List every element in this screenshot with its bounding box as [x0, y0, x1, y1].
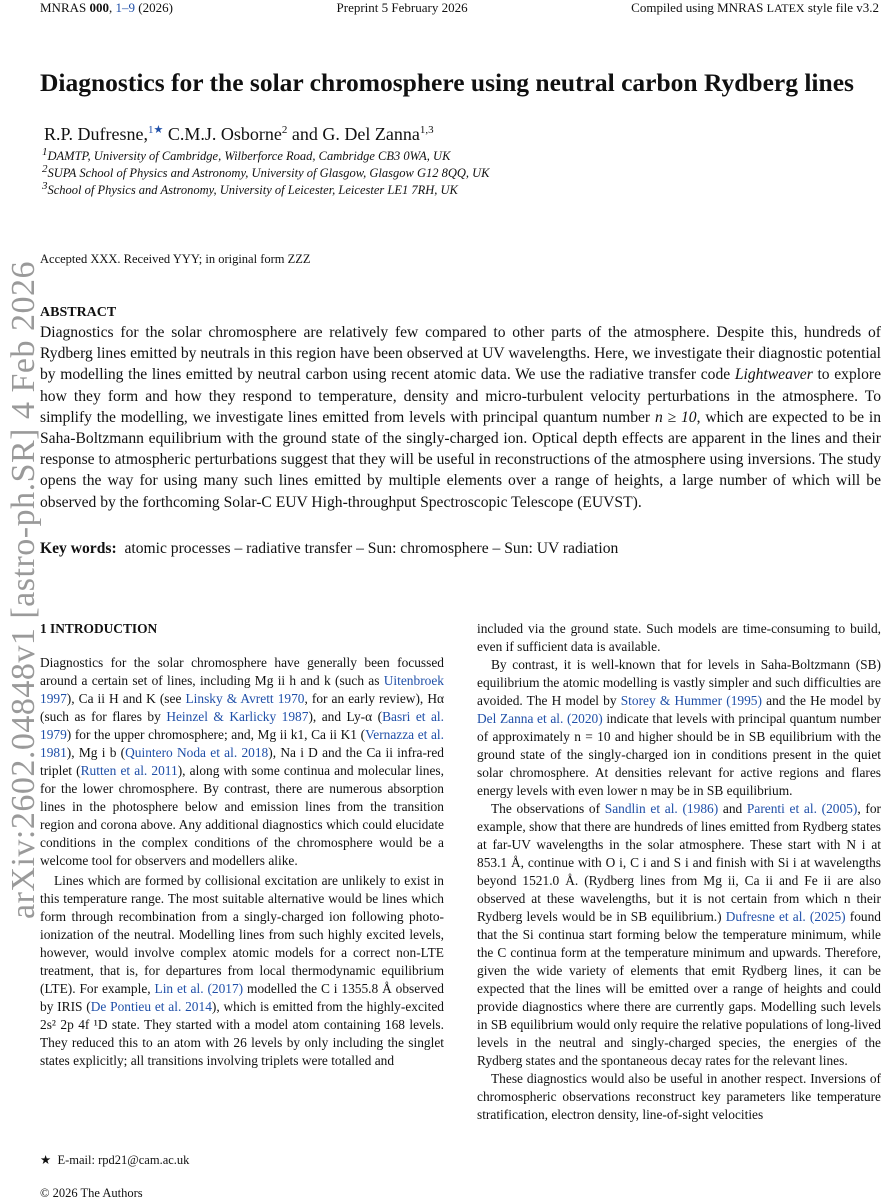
code-name: Lightweaver: [734, 366, 813, 384]
intro-paragraph-1: Diagnostics for the solar chromosphere have generally been focussed around a certain set of lines, including Mg ii h and k (such as Uitenbroek 1997), Ca ii H and K (see Linsky & Avrett 1970, for an early review), Hα (such as for flares by Heinzel & Karlicky 1987), and Ly-α (Basri et al. 1979) for the upper chromosphere; and, Mg ii k1, Ca ii K1 (Vernazza et al. 1981), Mg i b (Quintero Noda et al. 2018), Na i D and the Ca ii infra-red triplet (Rutten et al. 2011), along with some continua and molecular lines, for the lower chromosphere. By contrast, there are numerous absorption lines in the photosphere below and emission lines from the transition region and corona above. Any additional diagnostics which could elucidate conditions in the complex conditions of the chromosphere would be a welcome tool for observers and modellers alike.: [40, 655, 445, 868]
paper-title: Diagnostics for the solar chromosphere using neutral carbon Rydberg lines: [40, 68, 854, 97]
intro-paragraph-4: The observations of Sandlin et al. (1986) and Parenti et al. (2005), for example, show that there are hundreds of lines emitted from Rydberg states at far-UV wavelengths in the solar atmosphere. These start with N i at 853.1 Å, continue with O i, C i and S i and finish with Si i at wavelengths beyond 1521.0 Å. (Rydberg lines from Mg ii, Ca ii and Fe ii are also observed at these wavelengths, but it is not certain from which n their Rydberg levels would be in SB equilibrium.) Dufresne et al. (2025) found that the Si continua start forming below the temperature minimum, while the C continua form at the temperature minimum and upwards. Therefore, given the wide variety of elements that emit Rydberg lines, it can be expected that the lines will be emitted over a range of heights and could provide diagnostics where there are currently gaps. Modelling such levels in SB equilibrium would only require the relative populations of long-lived levels in the neutral and singly-charged species, the energies of the Rydberg states and the spontaneous decay rates for the relevant lines.: [477, 801, 882, 1068]
author-1: R.P. Dufresne,: [44, 124, 148, 144]
right-column: [477, 620, 881, 1124]
running-header: [40, 0, 879, 16]
affiliation-3: $^3$School of Physics and Astronomy, University of Leicester, Leicester LE1 7RH, UK: [42, 179, 458, 197]
keywords: Key words: atomic processes – radiative transfer – Sun: chromosphere – Sun: UV radiation: [40, 540, 619, 557]
footnote-mark: ★: [40, 1153, 52, 1167]
citation-link[interactable]: Lin et al. (2017): [154, 981, 244, 996]
left-column: [40, 620, 444, 1070]
intro-paragraph-2: Lines which are formed by collisional excitation are unlikely to exist in this temperature range. The most suitable alternative would be lines which form through recombination from a singly-charged ion following photo-ionization of the neutral. Modelling lines from such highly excited levels, however, would involve complex atomic models for a correct non-LTE treatment, that is, for departures from local thermodynamic equilibrium (LTE). For example, Lin et al. (2017) modelled the C i 1355.8 Å observed by IRIS (De Pontieu et al. 2014), which is emitted from the highly-excited 2s² 2p 4f ¹D state. They started with a model atom containing 168 levels. They reduced this to an atom with 26 levels by only including the singlet states explicitly; all transitions involving triplets were totalled and: [40, 873, 444, 1068]
citation-link[interactable]: Del Zanna et al. (2020): [477, 711, 603, 726]
author-3: G. Del Zanna: [322, 124, 420, 144]
citation-link[interactable]: Storey & Hummer (1995): [620, 693, 762, 708]
author-email: E-mail: rpd21@cam.ac.uk: [57, 1153, 190, 1167]
author-list: R.P. Dufresne,$^{1★}$ C.M.J. Osborne$^2$ and G. Del Zanna$^{1,3}$: [44, 124, 434, 144]
citation-link[interactable]: Uitenbroek 1997: [40, 673, 444, 706]
citation-link[interactable]: Parenti et al. (2005): [746, 801, 858, 816]
abstract-heading: ABSTRACT: [40, 305, 117, 320]
affiliation-1: $^1$DAMTP, University of Cambridge, Wilberforce Road, Cambridge CB3 0WA, UK: [42, 145, 451, 163]
copyright: © 2026 The Authors: [40, 1186, 143, 1200]
intro-paragraph-3: By contrast, it is well-known that for levels in Saha-Boltzmann (SB) equilibrium the atomic modelling is vastly simpler and such difficulties are avoided. The H model by Storey & Hummer (1995) and the He model by Del Zanna et al. (2020) indicate that levels with principal quantum number of approximately n = 10 and higher should be in SB equilibrium with the ground state of the singly-charged ion in conditions present in the quiet solar chromosphere. At densities relevant for active regions and flares energy levels with even lower n may be in SB equilibrium.: [477, 657, 882, 798]
preprint-date: Preprint 5 February 2026: [336, 0, 468, 15]
citation-link[interactable]: Dufresne et al. (2025): [725, 909, 846, 924]
intro-paragraph-2-cont: included via the ground state. Such models are time-consuming to build, even if sufficient data is available.: [477, 621, 881, 654]
abstract-body: Diagnostics for the solar chromosphere are relatively few compared to other parts of the atmosphere. Despite this, hundreds of Rydberg lines emitted by neutrals in this region have been observed at UV wavelengths. Here, we investigate their diagnostic potential by modelling the lines emitted by neutral carbon using recent atomic data. We use the radiative transfer code Lightweaver to explore how they form and how they respond to temperature, density and micro-turbulent velocity perturbations in the atmosphere. To simplify the modelling, we investigate lines emitted from levels with principal quantum number n ≥ 10, which are expected to be in Saha-Boltzmann equilibrium with the ground state of the singly-charged ion. Optical depth effects are apparent in the lines and their response to atmospheric perturbations suggest that they will be useful in reconstructions of the atmosphere using inversions. The study opens the way for using many such lines emitted by multiple elements over a range of heights, a large number of which will be observed by the forthcoming Solar-C EUV High-throughput Spectroscopic Telescope (EUVST).: [40, 324, 882, 511]
arxiv-sidebar: [4, 260, 44, 920]
citation-link[interactable]: Heinzel & Karlicky 1987: [166, 709, 309, 724]
author-1-affil-link[interactable]: 1★: [148, 124, 164, 136]
citation-link[interactable]: Vernazza et al. 1981: [40, 727, 444, 760]
citation-link[interactable]: Sandlin et al. (1986): [604, 801, 719, 816]
accepted-line: Accepted XXX. Received YYY; in original form ZZZ: [40, 252, 311, 266]
citation-link[interactable]: Linsky & Avrett 1970: [185, 691, 305, 706]
intro-paragraph-5: These diagnostics would also be useful in another respect. Inversions of chromospheric observations reconstruct key parameters like temperature stratification, electron density, line-of-sight velocities: [477, 1071, 881, 1122]
page-range-link[interactable]: 1–9: [115, 0, 135, 15]
footnote: [40, 1152, 189, 1168]
arxiv-id: arXiv:2602.04848v1 [astro-ph.SR] 4 Feb 2026: [5, 260, 42, 920]
citation-link[interactable]: Basri et al. 1979: [40, 709, 444, 742]
section-heading: 1 INTRODUCTION: [40, 621, 158, 636]
affiliation-2: $^2$SUPA School of Physics and Astronomy, University of Glasgow, Glasgow G12 8QQ, UK: [42, 162, 490, 180]
citation-link[interactable]: De Pontieu et al. 2014: [90, 999, 212, 1014]
compiled-note: Compiled using MNRAS LATEX style file v3.2: [631, 0, 879, 15]
citation-link[interactable]: Rutten et al. 2011: [80, 763, 178, 778]
author-2: C.M.J. Osborne: [167, 124, 282, 144]
journal-ref: MNRAS 000, 1–9 (2026): [40, 0, 173, 15]
citation-link[interactable]: Quintero Noda et al. 2018: [125, 745, 269, 760]
